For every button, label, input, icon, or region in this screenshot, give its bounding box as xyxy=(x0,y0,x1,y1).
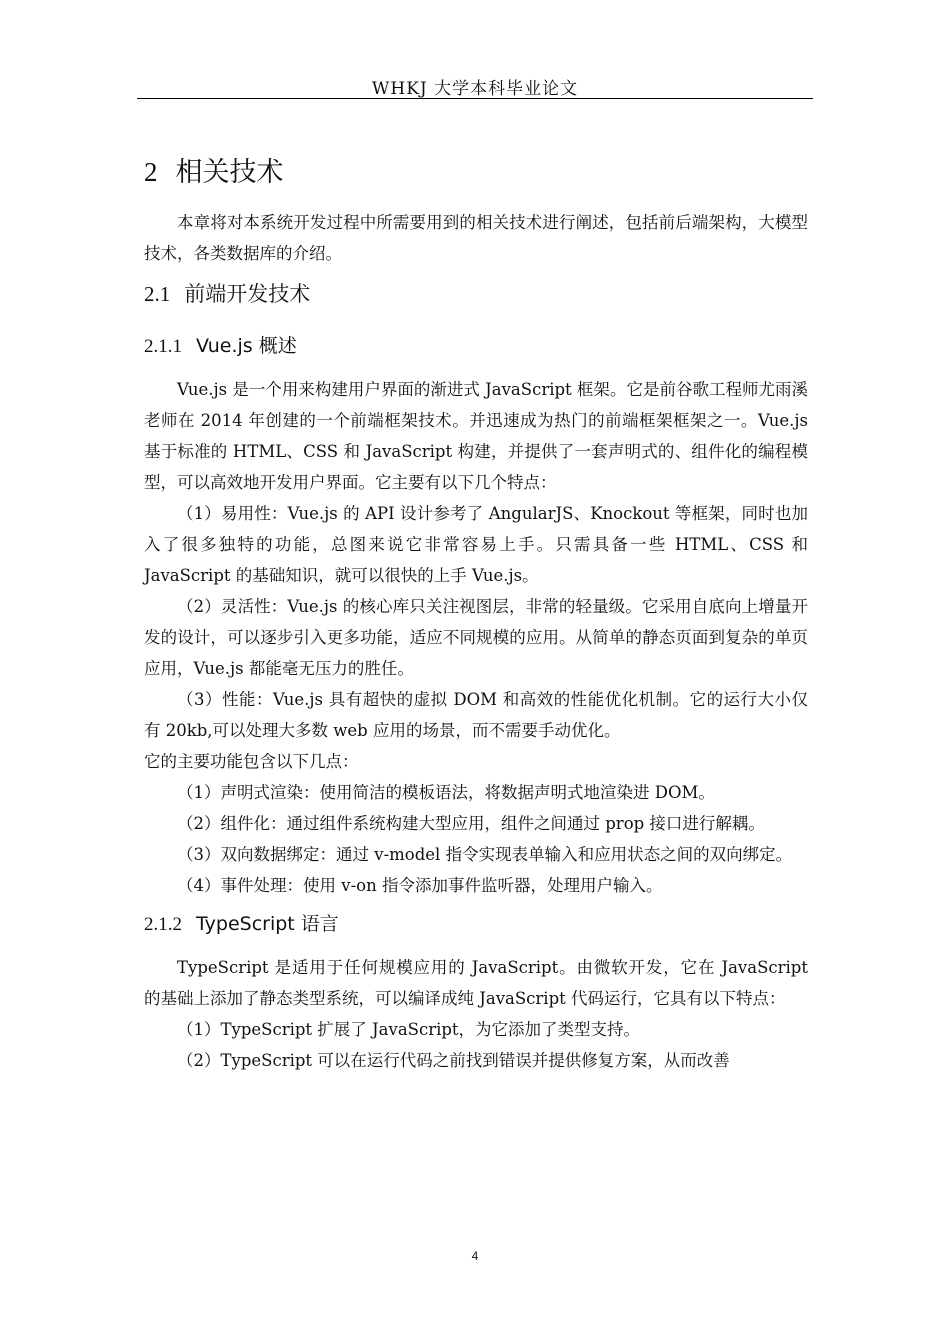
paragraph: （2）灵活性：Vue.js 的核心库只关注视图层，非常的轻量级。它采用自底向上增量开发的设计，可以逐步引入更多功能，适应不同规模的应用。从简单的静态页面到复杂的单页应用，Vue.js 都能毫无压力的胜任。 xyxy=(144,597,808,678)
section-number: 2.1 xyxy=(144,282,171,306)
subsection-heading-2-1-1 xyxy=(144,329,808,364)
section-heading-2-1 xyxy=(144,277,808,311)
paragraph: （3）性能：Vue.js 具有超快的虚拟 DOM 和高效的性能优化机制。它的运行大小仅有 20kb,可以处理大多数 web 应用的场景，而不需要手动优化。 xyxy=(144,690,808,740)
subsection-title: Vue.js 概述 xyxy=(196,335,297,357)
list-item: （2）TypeScript 可以在运行代码之前找到错误并提供修复方案，从而改善 xyxy=(177,1051,730,1070)
paragraph: TypeScript 是适用于任何规模应用的 JavaScript。由微软开发，它在 JavaScript 的基础上添加了静态类型系统，可以编译成纯 JavaScript 代码运行，它具有以下特点： xyxy=(144,958,808,1008)
functions-intro: 它的主要功能包含以下几点： xyxy=(144,752,359,771)
page-number: 4 xyxy=(471,1249,479,1263)
header-divider xyxy=(137,98,813,99)
chapter-number: 2 xyxy=(144,157,158,187)
chapter-intro: 本章将对本系统开发过程中所需要用到的相关技术进行阐述，包括前后端架构，大模型技术，各类数据库的介绍。 xyxy=(144,213,808,263)
chapter-title: 相关技术 xyxy=(175,157,284,188)
page-header-title: WHKJ 大学本科毕业论文 xyxy=(371,79,579,99)
list-item: （2）组件化：通过组件系统构建大型应用，组件之间通过 prop 接口进行解耦。 xyxy=(177,814,765,833)
subsection-title: TypeScript 语言 xyxy=(196,913,339,935)
list-item: （3）双向数据绑定：通过 v-model 指令实现表单输入和应用状态之间的双向绑定。 xyxy=(177,845,793,864)
list-item: （1）TypeScript 扩展了 JavaScript，为它添加了类型支持。 xyxy=(177,1020,641,1039)
list-item: （1）声明式渲染：使用简洁的模板语法，将数据声明式地渲染进 DOM。 xyxy=(177,783,715,802)
page-body xyxy=(144,150,808,1076)
paragraph: （1）易用性：Vue.js 的 API 设计参考了 AngularJS、Knockout 等框架，同时也加入了很多独特的功能，总图来说它非常容易上手。只需具备一些 HTML、CSS 和 JavaScript 的基础知识，就可以很快的上手 Vue.js。 xyxy=(144,504,808,585)
paragraph: Vue.js 是一个用来构建用户界面的渐进式 JavaScript 框架。它是前谷歌工程师尤雨溪老师在 2014 年创建的一个前端框架技术。并迅速成为热门的前端框架框架之一。Vue.js 基于标准的 HTML、CSS 和 JavaScript 构建，并提供了一套声明式的、组件化的编程模型，可以高效地开发用户界面。它主要有以下几个特点： xyxy=(144,380,808,492)
subsection-number: 2.1.2 xyxy=(144,914,182,935)
chapter-heading xyxy=(144,150,808,195)
subsection-heading-2-1-2 xyxy=(144,907,808,942)
subsection-number: 2.1.1 xyxy=(144,336,182,357)
list-item: （4）事件处理：使用 v-on 指令添加事件监听器，处理用户输入。 xyxy=(177,876,663,895)
section-title: 前端开发技术 xyxy=(184,282,311,306)
